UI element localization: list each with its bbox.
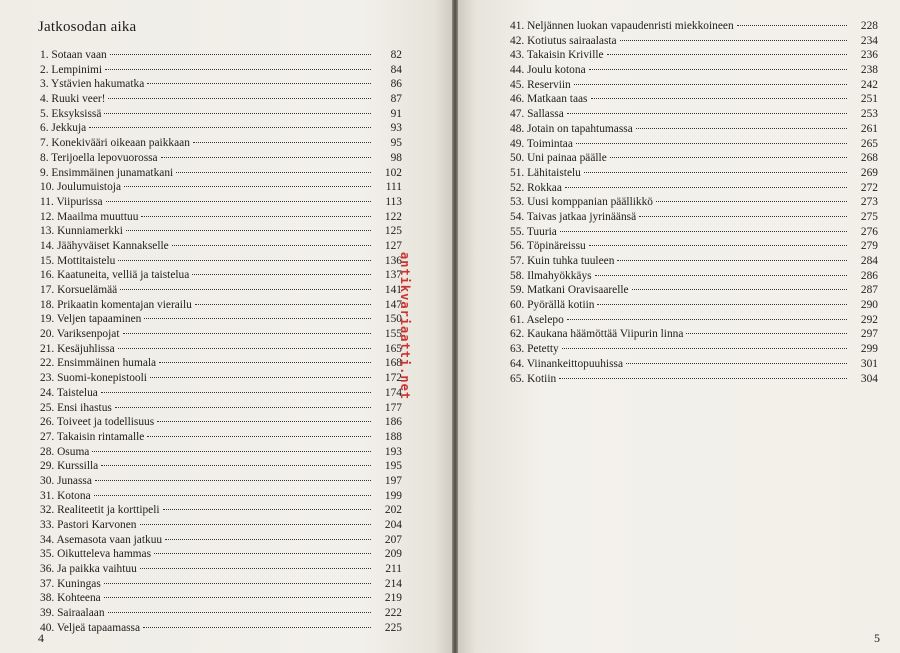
- toc-dot-leader: [108, 98, 371, 99]
- toc-entry-title: 45. Reserviin: [510, 78, 571, 91]
- toc-entry-title: 12. Maailma muuttuu: [40, 210, 139, 223]
- toc-entry-page: 87: [390, 93, 402, 106]
- toc-entry: [510, 357, 878, 372]
- toc-dot-leader: [656, 201, 847, 202]
- toc-entry: [510, 210, 878, 225]
- toc-dot-leader: [101, 465, 371, 466]
- toc-entry: [510, 19, 878, 34]
- toc-entry: [40, 298, 402, 313]
- toc-entry-page: 234: [860, 34, 878, 47]
- toc-dot-leader: [589, 245, 847, 246]
- toc-entry: [510, 181, 878, 196]
- toc-dot-leader: [574, 84, 847, 85]
- toc-entry-title: 20. Variksenpojat: [40, 328, 120, 341]
- toc-entry: [40, 342, 402, 357]
- toc-entry-title: 47. Sallassa: [510, 108, 564, 121]
- toc-entry-title: 2. Lempinimi: [40, 63, 103, 76]
- toc-dot-leader: [95, 480, 371, 481]
- toc-dot-leader: [193, 142, 371, 143]
- toc-dot-leader: [123, 333, 371, 334]
- toc-dot-leader: [140, 568, 371, 569]
- toc-dot-leader: [192, 274, 371, 275]
- toc-entry-title: 21. Kesäjuhlissa: [40, 342, 115, 355]
- toc-entry-page: 125: [384, 225, 402, 238]
- toc-entry-title: 62. Kaukana häämöttää Viipurin linna: [510, 328, 684, 341]
- toc-entry: [40, 63, 402, 78]
- toc-dot-leader: [565, 187, 847, 188]
- toc-entry-title: 10. Joulumuistoja: [40, 181, 122, 194]
- toc-entry-page: 292: [860, 313, 878, 326]
- toc-entry-title: 36. Ja paikka vaihtuu: [40, 563, 137, 576]
- toc-dot-leader: [154, 553, 371, 554]
- toc-dot-leader: [150, 377, 371, 378]
- toc-entry: [40, 386, 402, 401]
- toc-entry: [510, 342, 878, 357]
- toc-dot-leader: [105, 69, 371, 70]
- toc-dot-leader: [161, 157, 371, 158]
- toc-entry: [40, 210, 402, 225]
- toc-entry-title: 7. Konekivääri oikeaan paikkaan: [40, 137, 190, 150]
- toc-entry: [40, 371, 402, 386]
- toc-entry-page: 287: [860, 284, 878, 297]
- toc-entry-page: 297: [860, 328, 878, 341]
- toc-entry-page: 214: [384, 577, 402, 590]
- toc-dot-leader: [165, 539, 371, 540]
- toc-entry-page: 188: [384, 430, 402, 443]
- toc-entry: [40, 621, 402, 636]
- toc-entry-title: 61. Aselepo: [510, 313, 564, 326]
- toc-entry-title: 31. Kotona: [40, 489, 91, 502]
- toc-list-right: [510, 19, 878, 386]
- toc-entry-title: 11. Viipurissa: [40, 195, 103, 208]
- toc-entry: [40, 151, 402, 166]
- toc-entry-title: 65. Kotiin: [510, 372, 557, 385]
- toc-entry-page: 207: [384, 533, 402, 546]
- toc-entry-title: 24. Taistelua: [40, 386, 98, 399]
- toc-entry-page: 202: [384, 504, 402, 517]
- toc-entry-page: 98: [390, 151, 402, 164]
- toc-entry-page: 253: [860, 108, 878, 121]
- toc-entry-page: 93: [390, 122, 402, 135]
- toc-entry-page: 127: [384, 239, 402, 252]
- toc-entry-page: 197: [384, 474, 402, 487]
- toc-entry-page: 261: [860, 122, 878, 135]
- toc-entry-title: 28. Osuma: [40, 445, 90, 458]
- toc-dot-leader: [172, 245, 371, 246]
- toc-entry-page: 147: [384, 298, 402, 311]
- toc-entry: [40, 533, 402, 548]
- toc-entry-page: 199: [384, 489, 402, 502]
- toc-entry: [40, 239, 402, 254]
- toc-entry-page: 238: [860, 64, 878, 77]
- toc-entry: [510, 34, 878, 49]
- section-title: Jatkosodan aika: [38, 19, 137, 35]
- toc-dot-leader: [115, 407, 371, 408]
- toc-entry: [40, 92, 402, 107]
- toc-entry-title: 53. Uusi komppanian päällikkö: [510, 196, 653, 209]
- toc-entry-page: 136: [384, 254, 402, 267]
- toc-entry-title: 57. Kuin tuhka tuuleen: [510, 255, 615, 267]
- toc-entry-title: 23. Suomi-konepistooli: [40, 372, 147, 385]
- toc-entry-title: 44. Joulu kotona: [510, 64, 586, 77]
- toc-dot-leader: [126, 230, 371, 231]
- toc-entry-title: 55. Tuuria: [510, 225, 557, 238]
- toc-dot-leader: [143, 627, 371, 628]
- toc-entry: [510, 166, 878, 181]
- toc-entry-page: 122: [384, 210, 402, 223]
- toc-entry-title: 58. Ilmahyökkäys: [510, 269, 592, 282]
- toc-dot-leader: [567, 319, 847, 320]
- toc-dot-leader: [686, 333, 847, 334]
- toc-entry-title: 40. Veljeä tapaamassa: [40, 621, 141, 634]
- toc-entry-title: 49. Toimintaa: [510, 137, 573, 150]
- toc-entry: [40, 401, 402, 416]
- toc-entry: [40, 430, 402, 445]
- toc-entry-title: 5. Eksyksissä: [40, 107, 102, 120]
- toc-dot-leader: [176, 172, 371, 173]
- toc-entry-title: 27. Takaisin rintamalle: [40, 430, 145, 443]
- toc-dot-leader: [595, 275, 847, 276]
- toc-entry-page: 186: [384, 416, 402, 429]
- toc-entry-page: 299: [860, 343, 878, 356]
- toc-entry-title: 29. Kurssilla: [40, 460, 99, 473]
- toc-dot-leader: [567, 113, 847, 114]
- toc-dot-leader: [559, 378, 847, 379]
- toc-entry-title: 3. Ystävien hakumatka: [40, 78, 145, 91]
- toc-dot-leader: [147, 436, 371, 437]
- toc-entry: [510, 122, 878, 137]
- toc-entry-page: 265: [860, 137, 878, 150]
- toc-entry: [40, 356, 402, 371]
- toc-entry: [510, 107, 878, 122]
- toc-entry-title: 14. Jäähyväiset Kannakselle: [40, 239, 169, 252]
- toc-entry: [40, 577, 402, 592]
- toc-entry-title: 43. Takaisin Kriville: [510, 49, 604, 62]
- toc-entry-title: 56. Töpinäreissu: [510, 240, 586, 253]
- toc-entry-page: 165: [384, 342, 402, 355]
- toc-entry: [40, 283, 402, 298]
- toc-entry-title: 30. Junassa: [40, 474, 92, 487]
- toc-entry-title: 16. Kaatuneita, velliä ja taistelua: [40, 269, 190, 282]
- toc-entry-title: 60. Pyörällä kotiin: [510, 299, 595, 312]
- toc-entry-page: 290: [860, 299, 878, 312]
- toc-dot-leader: [639, 216, 847, 217]
- toc-dot-leader: [147, 83, 371, 84]
- toc-entry: [40, 166, 402, 181]
- toc-entry-page: 242: [860, 78, 878, 91]
- toc-entry: [40, 606, 402, 621]
- toc-dot-leader: [106, 201, 371, 202]
- toc-entry-page: 301: [860, 357, 878, 370]
- toc-entry: [40, 415, 402, 430]
- toc-entry-title: 50. Uni painaa päälle: [510, 152, 607, 165]
- toc-entry-page: 102: [384, 166, 402, 179]
- watermark-text: antikvariaatti.net: [398, 252, 412, 401]
- toc-entry-title: 17. Korsuelämää: [40, 284, 118, 296]
- toc-entry-title: 34. Asemasota vaan jatkuu: [40, 533, 163, 546]
- toc-entry-page: 225: [384, 621, 402, 634]
- toc-entry: [40, 268, 402, 283]
- toc-dot-leader: [94, 495, 371, 496]
- toc-dot-leader: [584, 172, 847, 173]
- toc-entry-page: 86: [390, 78, 402, 91]
- toc-dot-leader: [104, 113, 371, 114]
- toc-entry-title: 48. Jotain on tapahtumassa: [510, 122, 633, 135]
- toc-entry-page: 279: [860, 240, 878, 253]
- toc-entry: [40, 254, 402, 269]
- toc-entry-title: 26. Toiveet ja todellisuus: [40, 416, 155, 429]
- toc-entry-page: 113: [385, 195, 402, 208]
- toc-dot-leader: [610, 157, 847, 158]
- toc-entry: [40, 312, 402, 327]
- toc-entry-page: 193: [384, 445, 402, 458]
- toc-entry: [510, 313, 878, 328]
- toc-dot-leader: [562, 348, 847, 349]
- toc-entry: [510, 254, 878, 269]
- toc-dot-leader: [159, 362, 371, 363]
- toc-dot-leader: [636, 128, 847, 129]
- toc-dot-leader: [101, 392, 371, 393]
- toc-dot-leader: [120, 289, 371, 290]
- toc-entry: [510, 239, 878, 254]
- toc-entry-page: 174: [384, 386, 402, 399]
- toc-entry-title: 39. Sairaalaan: [40, 607, 105, 620]
- toc-dot-leader: [626, 363, 847, 364]
- toc-entry-page: 222: [384, 607, 402, 620]
- toc-entry: [40, 107, 402, 122]
- right-page: [458, 0, 900, 653]
- toc-entry-title: 41. Neljännen luokan vapaudenristi miekkoineen: [510, 20, 734, 32]
- toc-entry-title: 38. Kohteena: [40, 592, 101, 605]
- toc-entry-page: 211: [385, 563, 402, 576]
- toc-entry: [40, 489, 402, 504]
- toc-entry-title: 32. Realiteetit ja korttipeli: [40, 504, 160, 517]
- toc-entry: [510, 63, 878, 78]
- toc-entry-page: 172: [384, 372, 402, 385]
- toc-list-left: [40, 48, 402, 636]
- toc-dot-leader: [737, 25, 847, 26]
- toc-entry-page: 219: [384, 592, 402, 605]
- toc-entry-title: 4. Ruuki veer!: [40, 93, 106, 106]
- toc-entry-page: 111: [385, 181, 402, 194]
- toc-entry-title: 18. Prikaatin komentajan vierailu: [40, 298, 192, 311]
- toc-dot-leader: [110, 54, 371, 55]
- toc-entry-page: 276: [860, 225, 878, 238]
- toc-dot-leader: [104, 597, 371, 598]
- page-number-right: 5: [874, 631, 880, 645]
- toc-entry-title: 52. Rokkaa: [510, 181, 562, 194]
- toc-entry-page: 284: [860, 255, 878, 267]
- toc-dot-leader: [591, 98, 848, 99]
- toc-entry: [40, 77, 402, 92]
- toc-dot-leader: [92, 451, 371, 452]
- toc-entry-page: 195: [384, 460, 402, 473]
- toc-entry-title: 6. Jekkuja: [40, 122, 87, 135]
- toc-entry-page: 150: [384, 313, 402, 326]
- toc-dot-leader: [104, 583, 371, 584]
- toc-dot-leader: [89, 127, 371, 128]
- toc-entry: [40, 474, 402, 489]
- toc-entry: [510, 269, 878, 284]
- toc-dot-leader: [140, 524, 372, 525]
- toc-entry: [510, 137, 878, 152]
- toc-entry-page: 268: [860, 152, 878, 165]
- toc-entry: [40, 459, 402, 474]
- toc-entry: [40, 224, 402, 239]
- toc-dot-leader: [124, 186, 371, 187]
- toc-entry-title: 59. Matkani Oravisaarelle: [510, 284, 629, 297]
- toc-entry-page: 177: [384, 401, 402, 414]
- toc-entry-title: 19. Veljen tapaaminen: [40, 313, 142, 326]
- toc-entry: [510, 372, 878, 387]
- toc-entry: [40, 547, 402, 562]
- toc-entry: [40, 327, 402, 342]
- toc-dot-leader: [607, 54, 847, 55]
- toc-dot-leader: [118, 348, 371, 349]
- toc-entry-page: 304: [860, 372, 878, 385]
- toc-entry: [40, 562, 402, 577]
- toc-entry-page: 209: [384, 548, 402, 561]
- toc-dot-leader: [589, 69, 847, 70]
- toc-dot-leader: [195, 304, 371, 305]
- toc-dot-leader: [560, 231, 847, 232]
- toc-entry: [40, 195, 402, 210]
- toc-entry-page: 141: [384, 284, 402, 296]
- toc-entry: [40, 121, 402, 136]
- toc-entry-title: 33. Pastori Karvonen: [40, 519, 137, 531]
- toc-entry: [510, 92, 878, 107]
- toc-entry-page: 91: [390, 107, 402, 120]
- toc-dot-leader: [620, 40, 847, 41]
- toc-entry-title: 35. Oikutteleva hammas: [40, 548, 152, 561]
- toc-entry-page: 155: [384, 328, 402, 341]
- toc-entry-title: 42. Kotiutus sairaalasta: [510, 34, 617, 47]
- toc-dot-leader: [108, 612, 371, 613]
- toc-entry: [40, 518, 402, 533]
- toc-entry-title: 9. Ensimmäinen junamatkani: [40, 166, 174, 179]
- toc-entry-title: 1. Sotaan vaan: [40, 49, 107, 61]
- toc-entry: [40, 503, 402, 518]
- toc-entry-title: 54. Taivas jatkaa jyrinäänsä: [510, 210, 637, 223]
- toc-entry-page: 272: [860, 181, 878, 194]
- toc-entry: [510, 78, 878, 93]
- toc-dot-leader: [597, 304, 847, 305]
- toc-entry-page: 251: [860, 93, 878, 106]
- toc-entry-page: 269: [860, 166, 878, 179]
- toc-entry: [40, 591, 402, 606]
- toc-entry-title: 22. Ensimmäinen humala: [40, 357, 157, 370]
- toc-entry-page: 95: [390, 137, 402, 150]
- toc-entry-title: 25. Ensi ihastus: [40, 401, 112, 414]
- toc-entry: [510, 225, 878, 240]
- toc-dot-leader: [163, 509, 371, 510]
- toc-entry: [510, 48, 878, 63]
- toc-entry-page: 275: [860, 210, 878, 223]
- toc-entry: [510, 195, 878, 210]
- toc-entry-page: 84: [390, 63, 402, 76]
- toc-entry: [40, 445, 402, 460]
- toc-entry-title: 37. Kuningas: [40, 577, 101, 590]
- toc-entry-title: 63. Petetty: [510, 343, 559, 356]
- toc-entry: [510, 327, 878, 342]
- toc-entry: [40, 48, 402, 63]
- toc-entry-title: 15. Mottitaistelu: [40, 254, 116, 267]
- toc-dot-leader: [141, 216, 371, 217]
- toc-entry: [510, 283, 878, 298]
- toc-entry: [510, 298, 878, 313]
- toc-entry-page: 236: [860, 49, 878, 62]
- toc-entry-page: 137: [384, 269, 402, 282]
- toc-entry: [40, 136, 402, 151]
- page-number-left: 4: [38, 631, 44, 645]
- toc-entry-title: 51. Lähitaistelu: [510, 166, 581, 179]
- toc-dot-leader: [576, 143, 847, 144]
- toc-dot-leader: [632, 289, 847, 290]
- toc-entry-page: 273: [860, 196, 878, 209]
- toc-dot-leader: [118, 260, 371, 261]
- toc-dot-leader: [144, 318, 371, 319]
- toc-entry: [510, 151, 878, 166]
- toc-entry: [40, 180, 402, 195]
- toc-entry-page: 168: [384, 357, 402, 370]
- toc-dot-leader: [617, 260, 847, 261]
- toc-entry-page: 286: [860, 269, 878, 282]
- toc-entry-title: 46. Matkaan taas: [510, 93, 588, 106]
- toc-dot-leader: [157, 421, 371, 422]
- toc-entry-page: 228: [860, 20, 878, 32]
- toc-entry-title: 64. Viinankeittopuuhissa: [510, 357, 624, 370]
- toc-entry-title: 13. Kunniamerkki: [40, 225, 123, 238]
- toc-entry-page: 82: [390, 49, 402, 61]
- toc-entry-page: 204: [384, 519, 402, 531]
- toc-entry-title: 8. Terijoella lepovuorossa: [40, 151, 158, 164]
